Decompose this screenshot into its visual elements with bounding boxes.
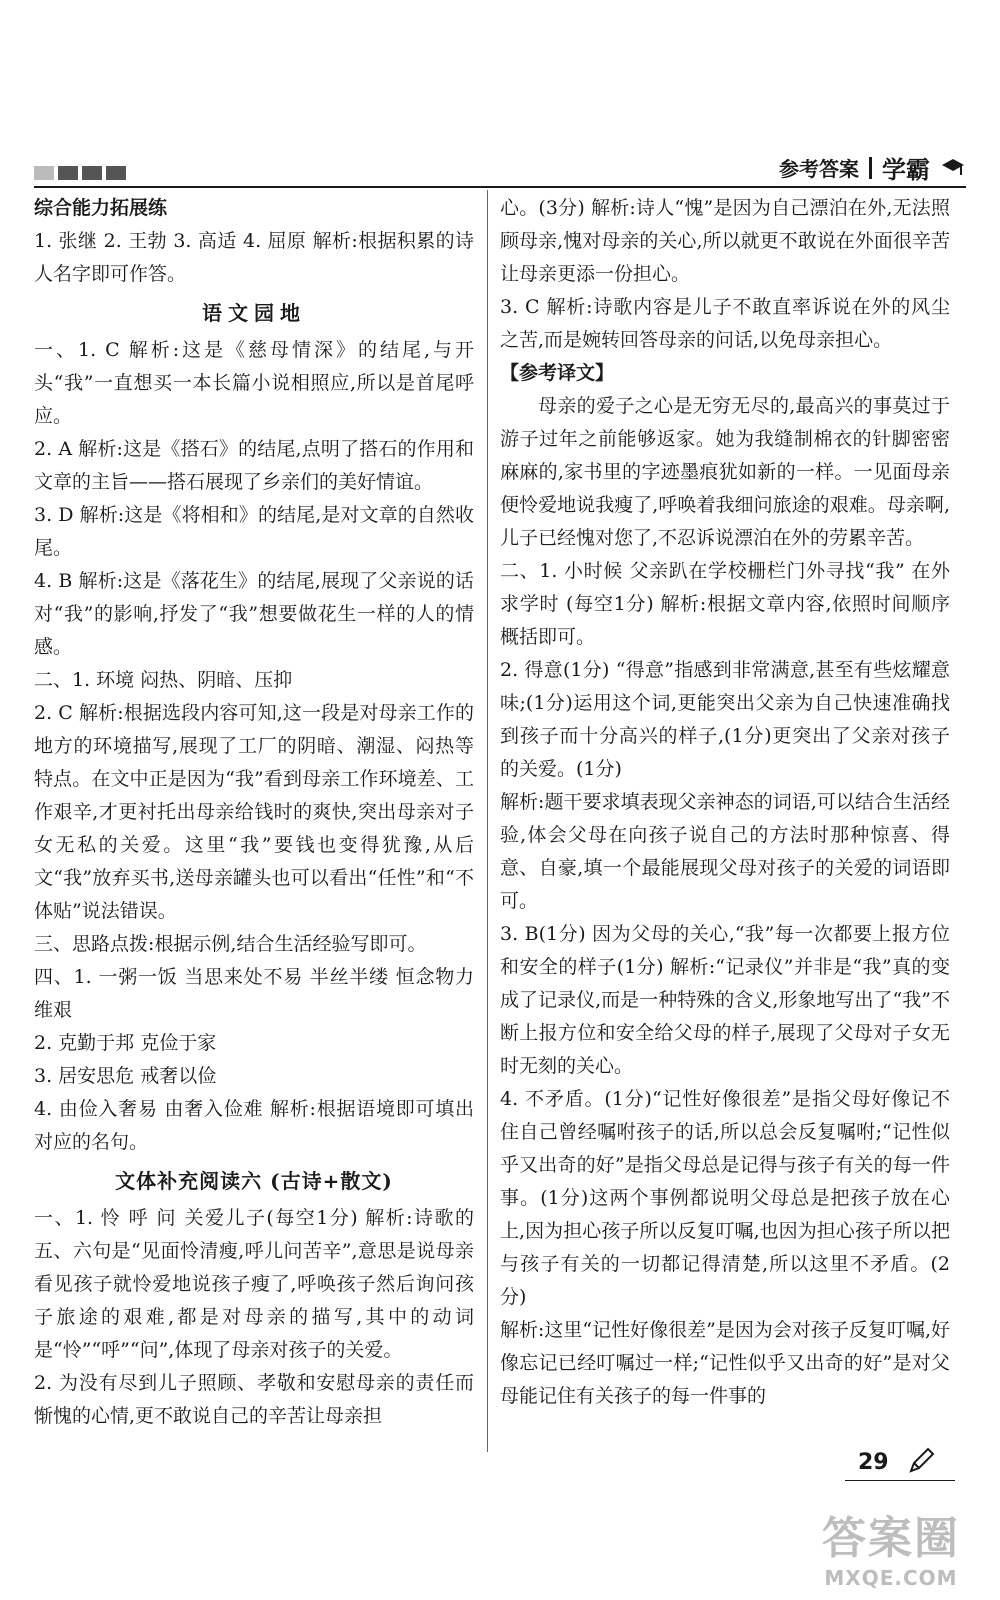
header-brand: 学霸 xyxy=(882,156,930,184)
page-number: 29 xyxy=(858,1450,889,1475)
column-divider xyxy=(487,190,488,1452)
footer-rule xyxy=(845,1480,955,1481)
answer-paragraph: 一、1. 怜 呼 问 关爱儿子(每空1分) 解析:诗歌的五、六句是“见面怜清瘦,呼儿问苦辛”,意思是说母亲看见孩子就怜爱地说孩子瘦了,呼唤孩子然后询问孩子旅途的艰难,都是对母亲的描写,其中的动词是“怜”“呼”“问”,体现了母亲对孩子的关爱。 xyxy=(34,1207,474,1361)
answer-paragraph: 三、思路点拨:根据示例,结合生活经验写即可。 xyxy=(34,933,427,955)
answer-paragraph: 3. C 解析:诗歌内容是儿子不敢直率诉说在外的风尘之苦,而是婉转回答母亲的问话,以免母亲担心。 xyxy=(500,296,950,351)
answer-paragraph: 二、1. 环境 闷热、阴暗、压抑 xyxy=(34,669,293,691)
watermark-url: MXQE.COM xyxy=(824,1566,958,1590)
watermark xyxy=(816,1502,966,1590)
right-column xyxy=(500,192,950,1413)
answer-paragraph: 四、1. 一粥一饭 当思来处不易 半丝半缕 恒念物力维艰 xyxy=(34,966,474,1021)
answer-paragraph: 心。(3分) 解析:诗人“愧”是因为自己漂泊在外,无法照顾母亲,愧对母亲的关心,所以就更不敢说在外面很辛苦让母亲更添一份担心。 xyxy=(500,197,950,285)
watermark-logo: 答案圈 xyxy=(822,1513,960,1564)
answer-paragraph: 2. 克勤于邦 克俭于家 xyxy=(34,1032,217,1054)
translation-paragraph: 母亲的爱子之心是无穷无尽的,最高兴的事莫过于游子过年之前能够返家。她为我缝制棉衣的针脚密密麻麻的,家书里的字迹墨痕犹如新的一样。一见面母亲便怜爱地说我瘦了,呼唤着我细问旅途的艰难。母亲啊,儿子已经愧对您了,不忍诉说漂泊在外的劳累辛苦。 xyxy=(500,395,950,549)
header-rule xyxy=(34,186,966,188)
answer-paragraph: 一、1. C 解析:这是《慈母情深》的结尾,与开头“我”一直想买一本长篇小说相照应,所以是首尾呼应。 xyxy=(34,339,474,427)
answer-paragraph: 3. D 解析:这是《将相和》的结尾,是对文章的自然收尾。 xyxy=(34,504,474,559)
translation-heading: 【参考译文】 xyxy=(500,362,615,384)
graduation-cap-icon xyxy=(940,155,966,181)
pencil-icon xyxy=(906,1446,936,1476)
answer-paragraph: 解析:这里“记性好像很差”是因为会对孩子反复叮嘱,好像忘记已经叮嘱过一样;“记性似乎又出奇的好”是对父母能记住有关孩子的每一件事的 xyxy=(500,1319,950,1407)
answer-paragraph: 2. 为没有尽到儿子照顾、孝敬和安慰母亲的责任而惭愧的心情,更不敢说自己的辛苦让母亲担 xyxy=(34,1372,474,1427)
section-title: 语文园地 xyxy=(202,301,306,325)
answer-paragraph: 4. 不矛盾。(1分)“记性好像很差”是指父母好像记不住自己曾经嘱咐孩子的话,所以总会反复嘱咐;“记性似乎又出奇的好”是指父母总是记得与孩子有关的每一件事。(1分)这两个事例都说明父母总是把孩子放在心上,因为担心孩子所以反复叮嘱,也因为担心孩子所以把与孩子有关的一切都记得清楚,所以这里不矛盾。(2分) xyxy=(500,1088,950,1308)
answer-paragraph: 3. 居安思危 戒奢以俭 xyxy=(34,1065,217,1087)
answer-paragraph: 2. 得意(1分) “得意”指感到非常满意,甚至有些炫耀意味;(1分)运用这个词,更能突出父亲为自己快速准确找到孩子而十分高兴的样子,(1分)更突出了父亲对孩子的关爱。(1分) xyxy=(500,659,950,780)
left-column xyxy=(34,192,474,1433)
answer-paragraph: 2. A 解析:这是《搭石》的结尾,点明了搭石的作用和文章的主旨——搭石展现了乡亲们的美好情谊。 xyxy=(34,438,474,493)
header-title: 参考答案 xyxy=(779,157,859,181)
section-title: 文体补充阅读六 (古诗+散文) xyxy=(115,1169,393,1193)
answer-paragraph: 解析:题干要求填表现父亲神态的词语,可以结合生活经验,体会父母在向孩子说自己的方法时那种惊喜、得意、自豪,填一个最能展现父母对孩子的关爱的词语即可。 xyxy=(500,791,950,912)
header-divider xyxy=(869,157,872,179)
answer-paragraph: 2. C 解析:根据选段内容可知,这一段是对母亲工作的地方的环境描写,展现了工厂的阴暗、潮湿、闷热等特点。在文中正是因为“我”看到母亲工作环境差、工作艰辛,才更衬托出母亲给钱时的爽快,突出母亲对子女无私的关爱。这里“我”要钱也变得犹豫,从后文“我”放弃买书,送母亲罐头也可以看出“任性”和“不体贴”说法错误。 xyxy=(34,702,474,922)
answer-paragraph: 二、1. 小时候 父亲趴在学校栅栏门外寻找“我” 在外求学时 (每空1分) 解析:根据文章内容,依照时间顺序概括即可。 xyxy=(500,560,950,648)
section-heading: 综合能力拓展练 xyxy=(34,197,168,219)
header xyxy=(779,150,966,185)
header-decoration xyxy=(34,166,126,180)
answer-paragraph: 3. B(1分) 因为父母的关心,“我”每一次都要上报方位和安全的样子(1分) 解析:“记录仪”并非是“我”真的变成了记录仪,而是一种特殊的含义,形象地写出了“我”不断上报方位和安全给父母的样子,展现了父母对子女无时无刻的关心。 xyxy=(500,923,950,1077)
answer-paragraph: 1. 张继 2. 王勃 3. 高适 4. 屈原 解析:根据积累的诗人名字即可作答。 xyxy=(34,230,474,285)
answer-paragraph: 4. 由俭入奢易 由奢入俭难 解析:根据语境即可填出对应的名句。 xyxy=(34,1098,474,1153)
answer-paragraph: 4. B 解析:这是《落花生》的结尾,展现了父亲说的话对“我”的影响,抒发了“我”想要做花生一样的人的情感。 xyxy=(34,570,474,658)
